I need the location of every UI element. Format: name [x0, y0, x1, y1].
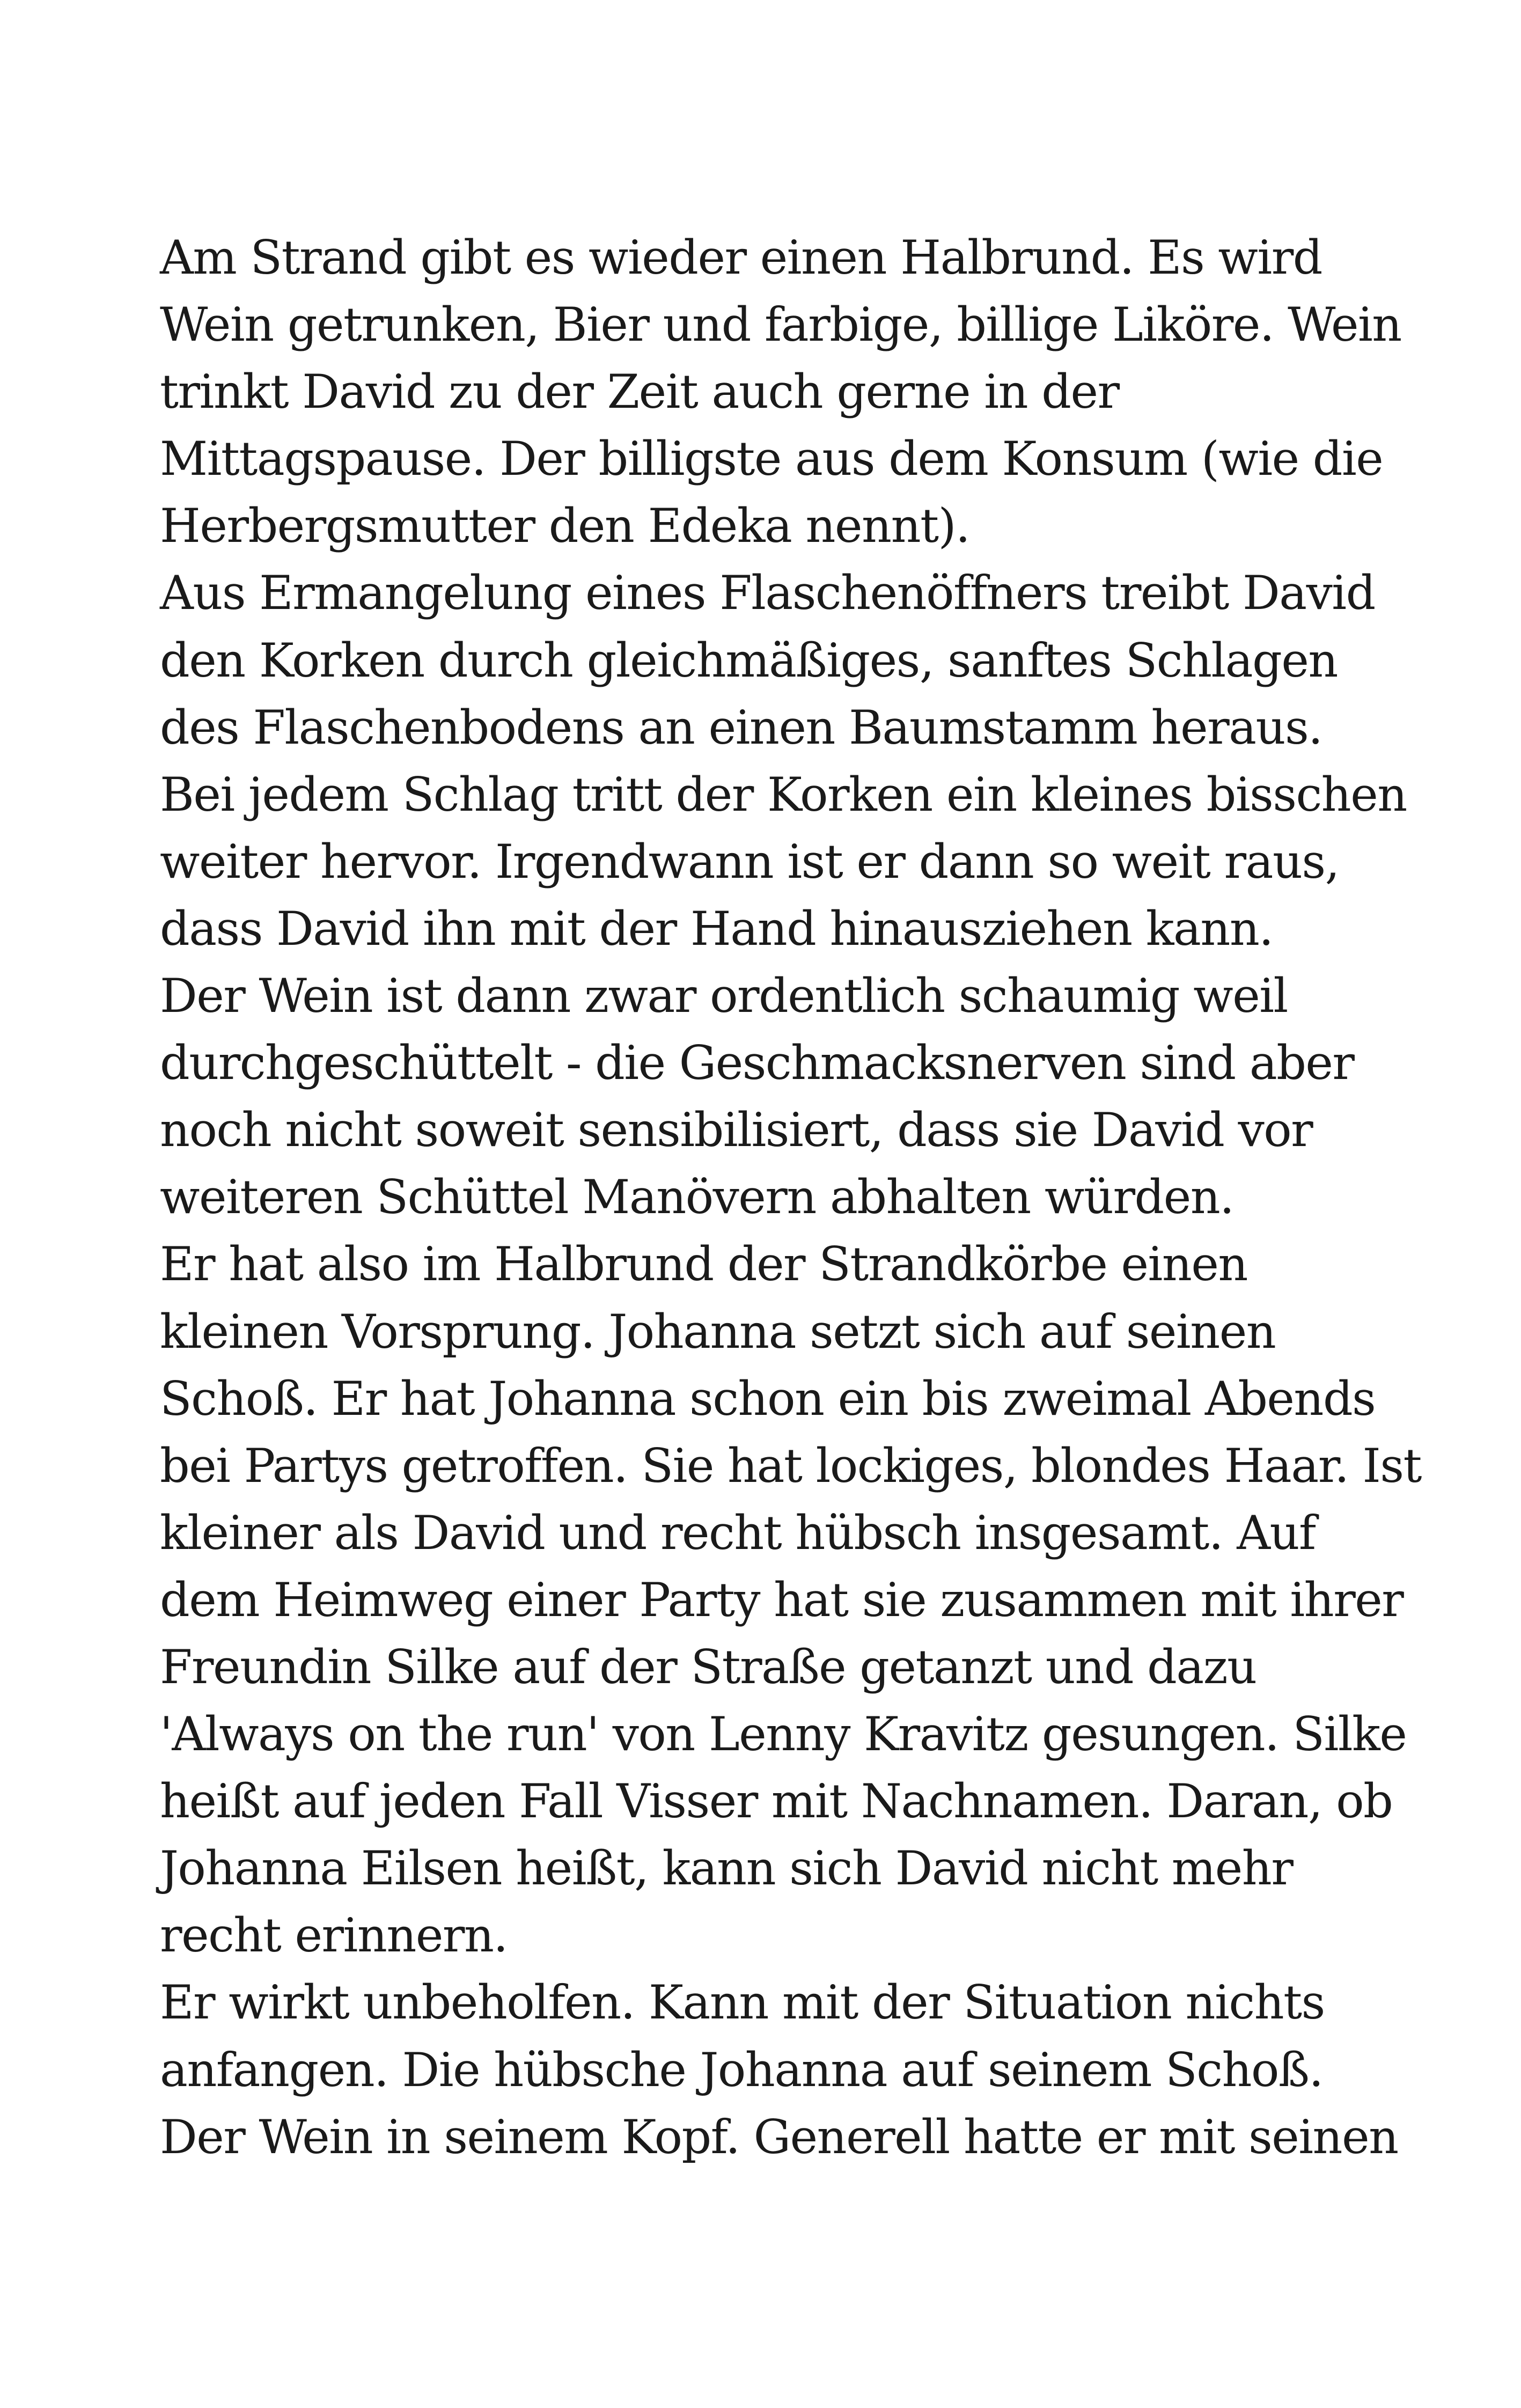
text-line: des Flaschenbodens an einen Baumstamm heraus. — [160, 700, 1322, 755]
text-line: weiter hervor. Irgendwann ist er dann so weit raus, — [160, 834, 1339, 889]
text-line: kleiner als David und recht hübsch insgesamt. Auf — [160, 1505, 1316, 1560]
text-line: dass David ihn mit der Hand hinausziehen kann. — [160, 901, 1273, 956]
text-line: trinkt David zu der Zeit auch gerne in der — [160, 364, 1119, 420]
text-line: Herbergsmutter den Edeka nennt). — [160, 498, 970, 554]
text-line: anfangen. Die hübsche Johanna auf seinem Schoß. — [160, 2042, 1323, 2097]
text-line: Am Strand gibt es wieder einen Halbrund. Es wird — [160, 230, 1322, 285]
text-line: Bei jedem Schlag tritt der Korken ein kleines bisschen — [160, 767, 1407, 822]
text-line: Der Wein ist dann zwar ordentlich schaumig weil — [160, 968, 1288, 1024]
text-line: 'Always on the run' von Lenny Kravitz gesungen. Silke — [160, 1707, 1407, 1762]
text-line: bei Partys getroffen. Sie hat lockiges, blondes Haar. Ist — [160, 1438, 1422, 1493]
text-line: Wein getrunken, Bier und farbige, billige Liköre. Wein — [160, 297, 1401, 353]
text-line: Mittagspause. Der billigste aus dem Konsum (wie die — [160, 431, 1383, 487]
text-line: dem Heimweg einer Party hat sie zusammen mit ihrer — [160, 1572, 1404, 1627]
body-text — [160, 224, 1422, 2171]
text-line: Der Wein in seinem Kopf. Generell hatte er mit seinen — [160, 2109, 1398, 2164]
text-line: Schoß. Er hat Johanna schon ein bis zweimal Abends — [160, 1371, 1376, 1426]
text-line: weiteren Schüttel Manövern abhalten würden. — [160, 1170, 1234, 1225]
text-line: Er hat also im Halbrund der Strandkörbe einen — [160, 1237, 1247, 1292]
text-line: Freundin Silke auf der Straße getanzt und dazu — [160, 1639, 1257, 1694]
text-line: Aus Ermangelung eines Flaschenöffners treibt David — [160, 566, 1375, 621]
text-line: noch nicht soweit sensibilisiert, dass sie David vor — [160, 1103, 1313, 1158]
text-line: recht erinnern. — [160, 1908, 508, 1963]
text-line: Johanna Eilsen heißt, kann sich David nicht mehr — [160, 1841, 1293, 1896]
text-line: den Korken durch gleichmäßiges, sanftes Schlagen — [160, 633, 1338, 688]
text-line: Er wirkt unbeholfen. Kann mit der Situation nichts — [160, 1975, 1325, 2030]
text-line: durchgeschüttelt - die Geschmacksnerven sind aber — [160, 1036, 1354, 1091]
text-line: kleinen Vorsprung. Johanna setzt sich auf seinen — [160, 1304, 1276, 1359]
text-line: heißt auf jeden Fall Visser mit Nachnamen. Daran, ob — [160, 1774, 1393, 1829]
